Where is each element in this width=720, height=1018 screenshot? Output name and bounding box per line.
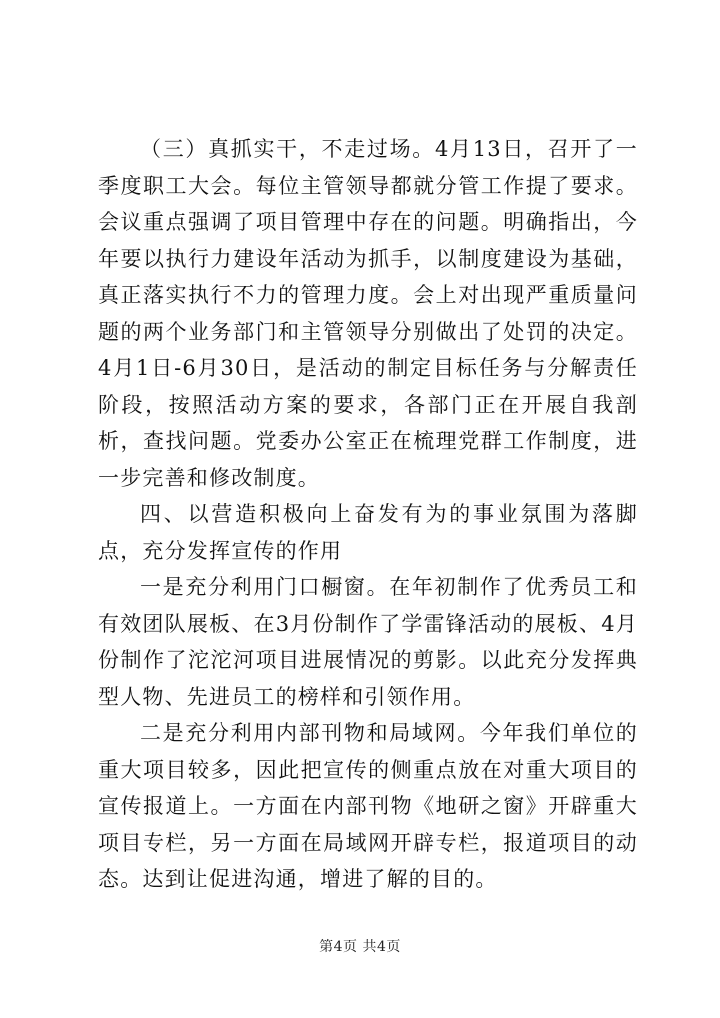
paragraph-internal-publication: 二是充分利用内部刊物和局域网。今年我们单位的重大项目较多，因此把宣传的侧重点放在对重大项目的宣传报道上。一方面在内部刊物《地研之窗》开辟重大项目专栏，另一方面在局域网开辟专栏，报道项目的动态。达到让促进沟通，增进了解的目的。 xyxy=(98,721,638,891)
paragraph-window-display: 一是充分利用门口橱窗。在年初制作了优秀员工和有效团队展板、在3月份制作了学雷锋活动的展板、4月份制作了沱沱河项目进展情况的剪影。以此充分发挥典型人物、先进员工的榜样和引领作用。 xyxy=(98,575,638,709)
page-number-footer: 第4页 共4页 xyxy=(319,939,401,955)
section-four-heading: 四、以营造积极向上奋发有为的事业氛围为落脚点，充分发挥宣传的作用 xyxy=(98,502,638,563)
document-body xyxy=(98,131,638,898)
paragraph-section-three: （三）真抓实干，不走过场。4月13日，召开了一季度职工大会。每位主管领导都就分管工作提了要求。会议重点强调了项目管理中存在的问题。明确指出，今年要以执行力建设年活动为抓手，以制度建设为基础，真正落实执行不力的管理力度。会上对出现严重质量问题的两个业务部门和主管领导分别做出了处罚的决定。4月1日-6月30日，是活动的制定目标任务与分解责任阶段，按照活动方案的要求，各部门正在开展自我剖析，查找问题。党委办公室正在梳理党群工作制度，进一步完善和修改制度。 xyxy=(98,137,638,490)
